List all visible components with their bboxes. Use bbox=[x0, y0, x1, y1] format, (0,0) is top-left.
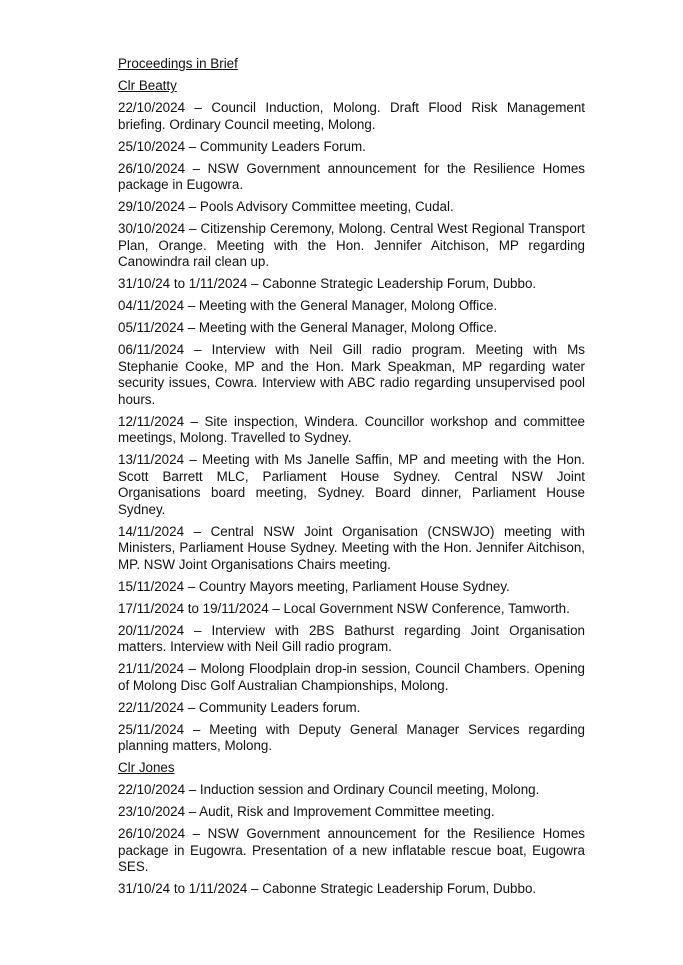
proceeding-entry: 14/11/2024 – Central NSW Joint Organisation (CNSWJO) meeting with Ministers, Parliament House Sydney. Meeting with the Hon. Jennifer Aitchison, MP. NSW Joint Organisations Chairs meeting. bbox=[118, 523, 585, 572]
section-heading: Clr Beatty bbox=[118, 78, 177, 93]
proceeding-entry: 26/10/2024 – NSW Government announcement for the Resilience Homes package in Eugowra. Presentation of a new inflatable rescue boat, Eugowra SES. bbox=[118, 826, 585, 874]
proceeding-entry: 29/10/2024 – Pools Advisory Committee meeting, Cudal. bbox=[118, 199, 454, 214]
proceeding-entry: 30/10/2024 – Citizenship Ceremony, Molong. Central West Regional Transport Plan, Orange. Meeting with the Hon. Jennifer Aitchison, MP regarding Canowindra rail clean up. bbox=[118, 221, 585, 269]
proceeding-entry: 22/11/2024 – Community Leaders forum. bbox=[118, 699, 361, 715]
proceeding-entry: 25/10/2024 – Community Leaders Forum. bbox=[118, 138, 366, 154]
proceeding-entry: 22/10/2024 – Induction session and Ordinary Council meeting, Molong. bbox=[118, 782, 540, 797]
proceeding-entry: 05/11/2024 – Meeting with the General Manager, Molong Office. bbox=[118, 320, 498, 335]
proceeding-entry: 20/11/2024 – Interview with 2BS Bathurst regarding Joint Organisation matters. Interview with Neil Gill radio program. bbox=[118, 622, 585, 654]
proceeding-entry: 25/11/2024 – Meeting with Deputy General Manager Services regarding planning matters, Molong. bbox=[118, 721, 585, 753]
sections-container bbox=[118, 78, 585, 898]
document-page bbox=[118, 56, 585, 903]
proceeding-entry: 15/11/2024 – Country Mayors meeting, Parliament House Sydney. bbox=[118, 578, 510, 594]
proceeding-entry: 31/10/24 to 1/11/2024 – Cabonne Strategic Leadership Forum, Dubbo. bbox=[118, 881, 537, 896]
proceeding-entry: 04/11/2024 – Meeting with the General Manager, Molong Office. bbox=[118, 298, 498, 313]
proceeding-entry: 31/10/24 to 1/11/2024 – Cabonne Strategic Leadership Forum, Dubbo. bbox=[118, 276, 537, 291]
proceeding-entry: 26/10/2024 – NSW Government announcement for the Resilience Homes package in Eugowra. bbox=[118, 160, 585, 192]
proceeding-entry: 23/10/2024 – Audit, Risk and Improvement Committee meeting. bbox=[118, 804, 495, 819]
proceeding-entry: 17/11/2024 to 19/11/2024 – Local Government NSW Conference, Tamworth. bbox=[118, 600, 570, 616]
proceeding-entry: 12/11/2024 – Site inspection, Windera. Councillor workshop and committee meetings, Molong. Travelled to Sydney. bbox=[118, 413, 585, 445]
page-title: Proceedings in Brief bbox=[118, 56, 238, 71]
proceeding-entry: 13/11/2024 – Meeting with Ms Janelle Saffin, MP and meeting with the Hon. Scott Barrett MLC, Parliament House Sydney. Central NSW Joint Organisations board meeting, Sydney. Board dinner, Parliament House Sydney. bbox=[118, 452, 585, 517]
proceeding-entry: 21/11/2024 – Molong Floodplain drop-in session, Council Chambers. Opening of Molong Disc Golf Australian Championships, Molong. bbox=[118, 661, 585, 693]
section-heading: Clr Jones bbox=[118, 760, 175, 775]
proceeding-entry: 06/11/2024 – Interview with Neil Gill radio program. Meeting with Ms Stephanie Cooke, MP and the Hon. Mark Speakman, MP regarding water security issues, Cowra. Interview with ABC radio regarding unsupervised pool hours. bbox=[118, 342, 585, 407]
proceeding-entry: 22/10/2024 – Council Induction, Molong. Draft Flood Risk Management briefing. Ordinary Council meeting, Molong. bbox=[118, 100, 585, 132]
